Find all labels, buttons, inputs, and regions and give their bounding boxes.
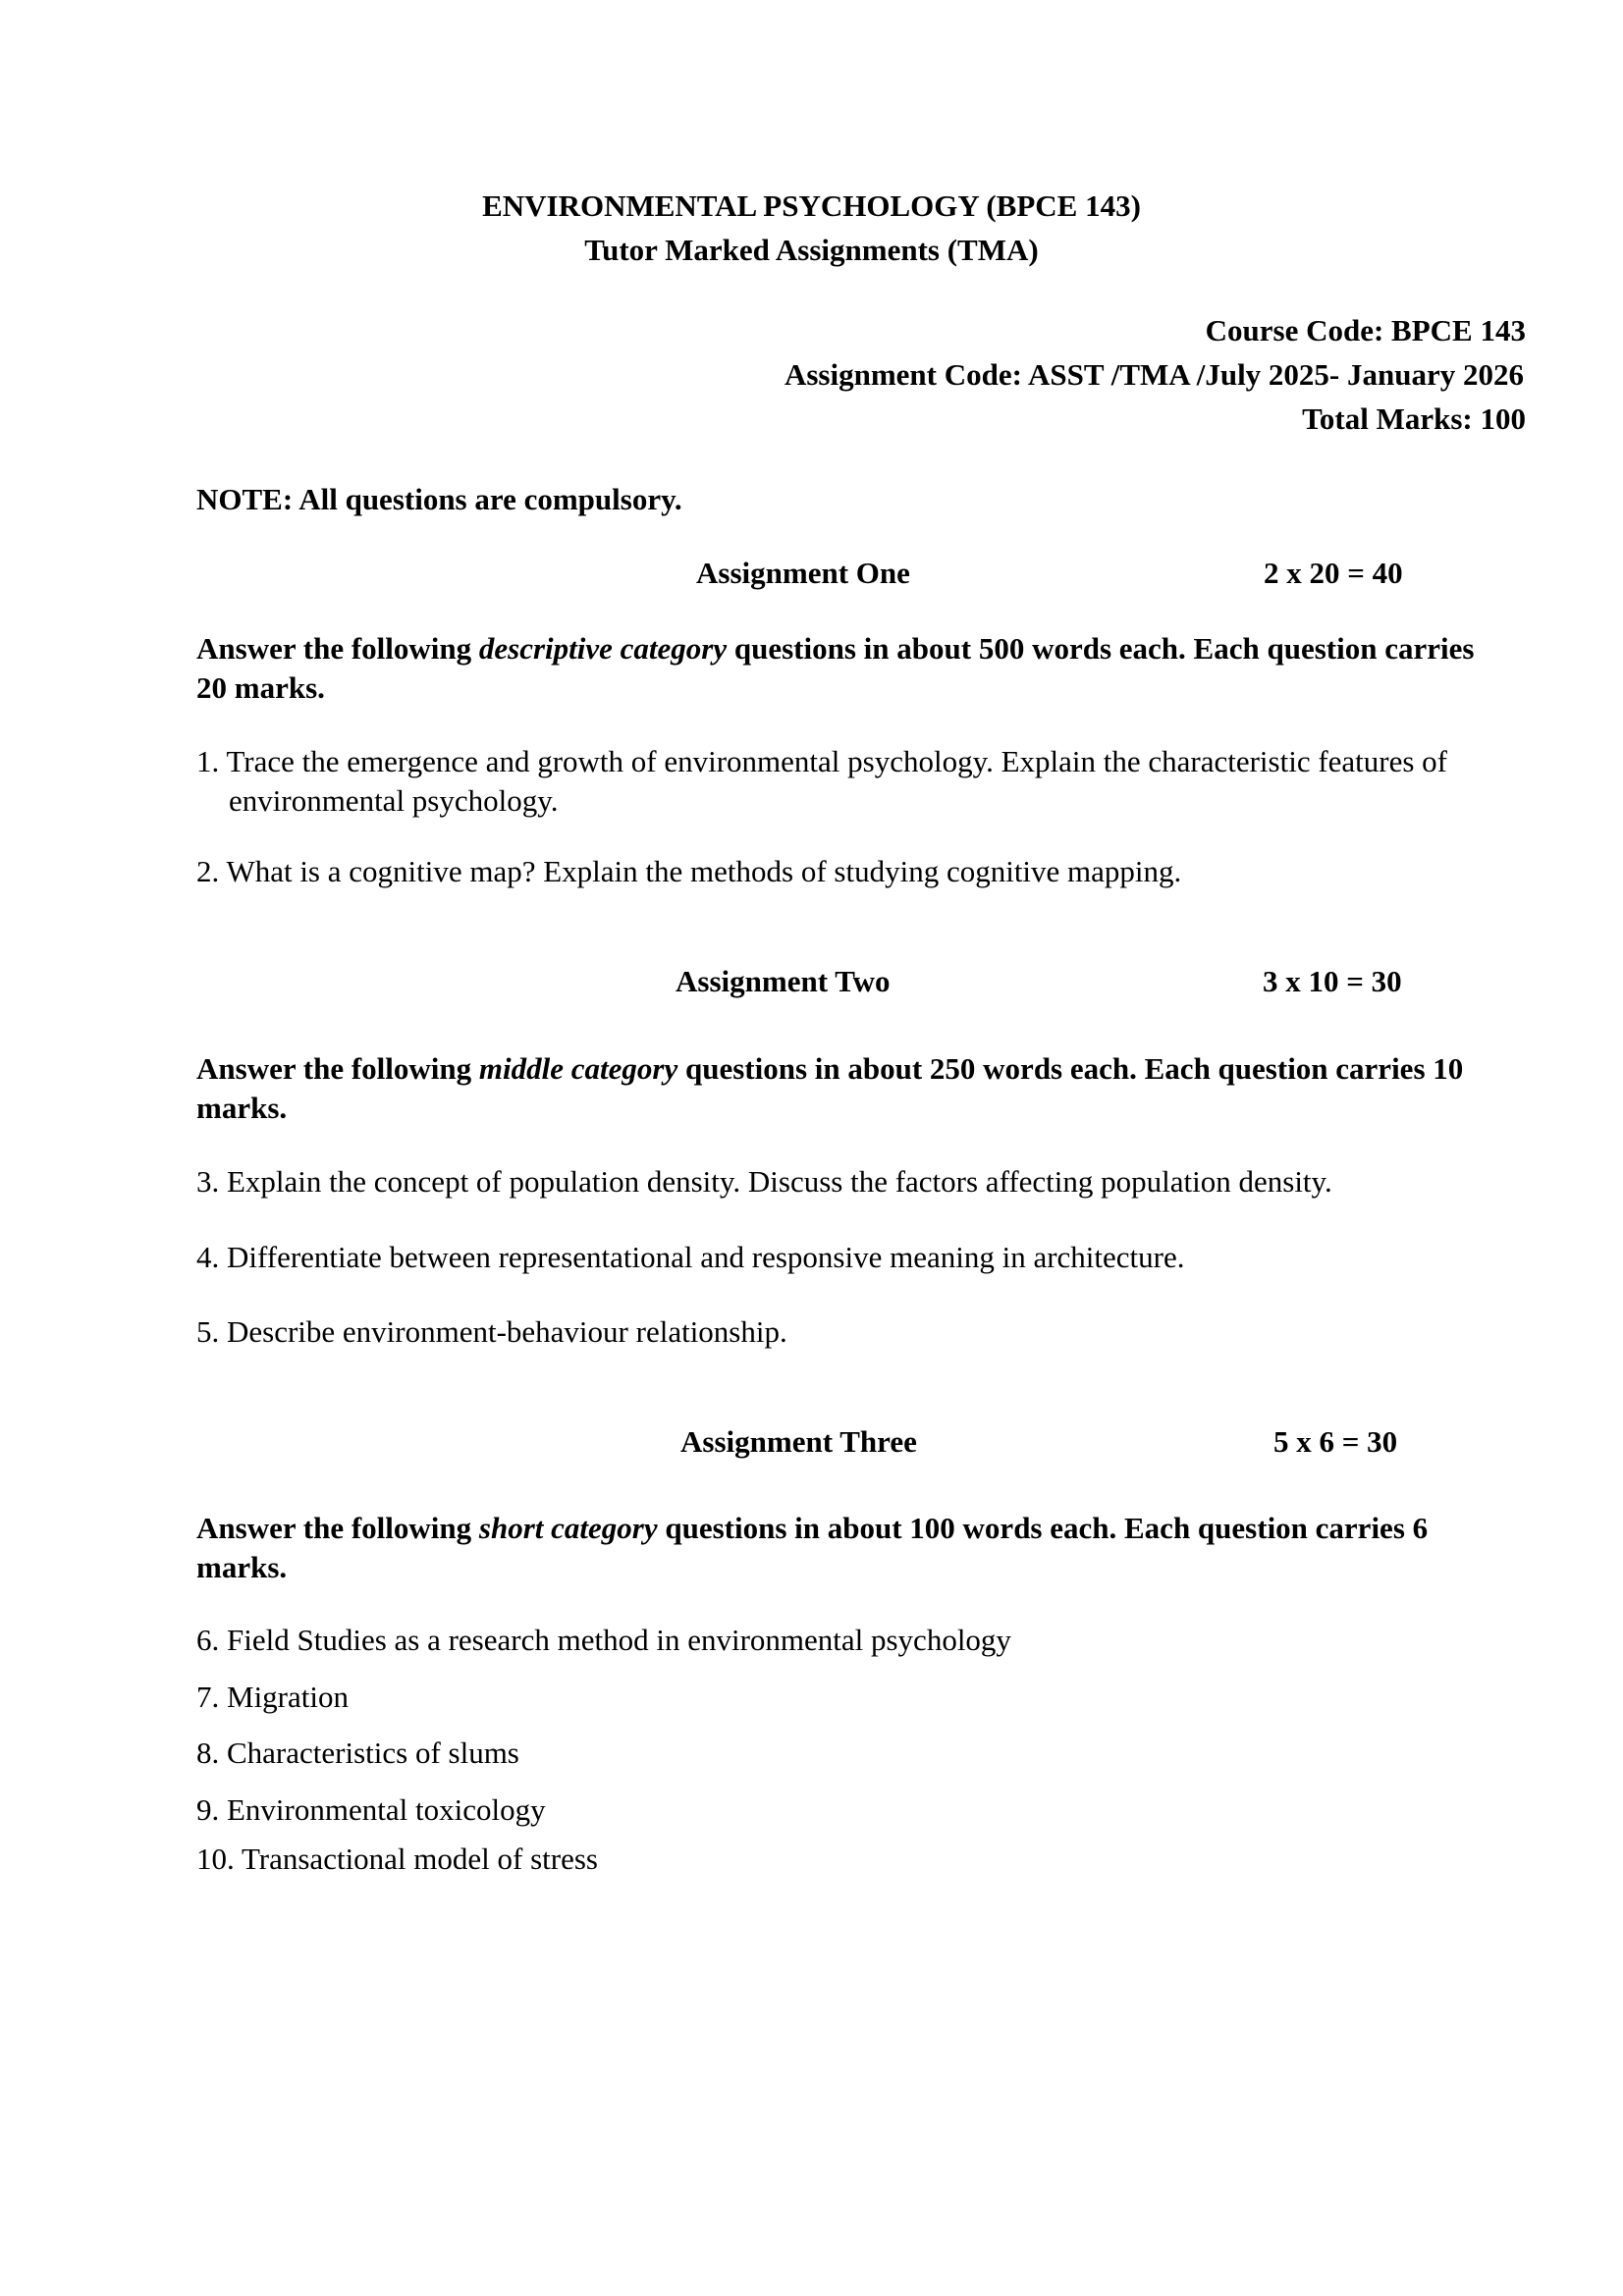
question-item: 5. Describe environment-behaviour relationship.: [196, 1314, 787, 1349]
question-item: 1. Trace the emergence and growth of environmental psychology. Explain the characteristic features of environmental psychology.: [196, 744, 1447, 818]
section-heading: Assignment Two: [676, 964, 891, 998]
instruction-category: descriptive category: [478, 631, 728, 666]
instruction-category: middle category: [478, 1051, 678, 1086]
section-heading: Assignment One: [696, 556, 910, 590]
instruction-text: questions in about 500 words each. Each question carries 20 marks.: [196, 631, 1475, 705]
instruction-text: questions in about 100 words each. Each question carries 6 marks.: [196, 1511, 1429, 1584]
instruction-text: Answer the following: [196, 631, 479, 666]
assignment-code: Assignment Code: ASST /TMA /July 2025- January 2026: [784, 357, 1524, 392]
section-instruction: [196, 1049, 1492, 1128]
instruction-text: questions in about 250 words each. Each question carries 10 marks.: [196, 1051, 1464, 1125]
total-marks: Total Marks: 100: [1302, 401, 1526, 436]
section-marks: 2 x 20 = 40: [1264, 556, 1403, 590]
note: NOTE: All questions are compulsory.: [196, 482, 682, 516]
section-marks: 5 x 6 = 30: [1273, 1424, 1398, 1459]
course-code: Course Code: BPCE 143: [1205, 313, 1526, 347]
document-subtitle: Tutor Marked Assignments (TMA): [584, 233, 1039, 267]
question-item: 10. Transactional model of stress: [196, 1842, 598, 1876]
question-item: 8. Characteristics of slums: [196, 1735, 519, 1770]
instruction-text: Answer the following: [196, 1051, 479, 1086]
document-title: ENVIRONMENTAL PSYCHOLOGY (BPCE 143): [482, 188, 1141, 223]
question-item: 3. Explain the concept of population density. Discuss the factors affecting population density.: [196, 1164, 1332, 1199]
question-item: 9. Environmental toxicology: [196, 1792, 546, 1827]
section-marks: 3 x 10 = 30: [1263, 964, 1402, 998]
instruction-text: Answer the following: [196, 1511, 479, 1545]
question-item: 4. Differentiate between representational and responsive meaning in architecture.: [196, 1240, 1185, 1274]
section-instruction: [196, 629, 1492, 708]
question-item: 6. Field Studies as a research method in environmental psychology: [196, 1623, 1011, 1657]
question-item: 7. Migration: [196, 1680, 349, 1714]
instruction-category: short category: [478, 1511, 658, 1545]
question-item: 2. What is a cognitive map? Explain the methods of studying cognitive mapping.: [196, 854, 1182, 888]
section-heading: Assignment Three: [680, 1424, 917, 1459]
section-instruction: [196, 1509, 1492, 1587]
